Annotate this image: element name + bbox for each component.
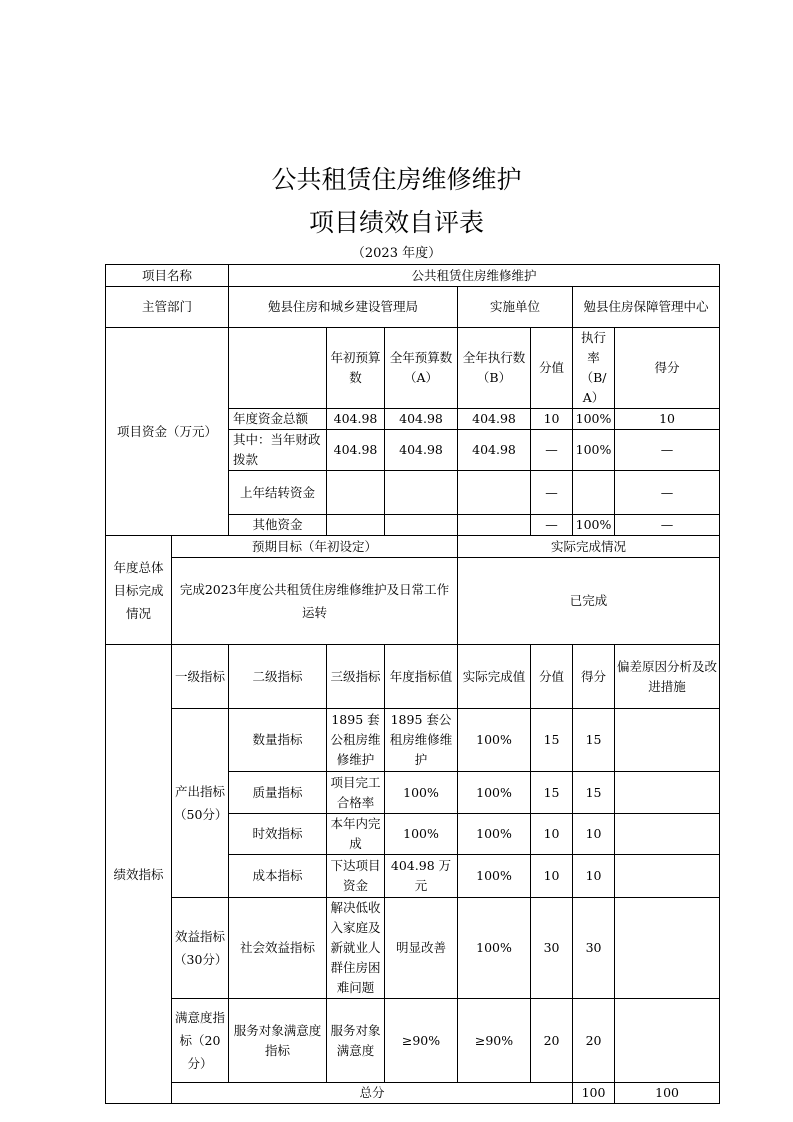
year-label: （2023 年度） [351,246,442,261]
funds-cell: 404.98 [458,409,531,430]
perf-cell [615,999,720,1083]
benefit-indicator-label: 效益指标（30分） [172,898,229,999]
funds-row-name: 上年结转资金 [229,471,327,515]
perf-cell: 10 [573,855,615,898]
perf-cell: 15 [573,709,615,772]
perf-cell [615,855,720,898]
funds-cell [573,471,615,515]
funds-header-empty [229,328,327,409]
funds-cell: — [615,430,720,471]
perf-cell: 15 [531,709,573,772]
perf-cell: 15 [573,772,615,814]
funds-cell: 404.98 [327,430,385,471]
funds-header-cell: 全年执行数（B） [458,328,531,409]
perf-cell: 100% [385,772,458,814]
project-name-label: 项目名称 [106,265,229,287]
perf-cell: 30 [531,898,573,999]
perf-header-cell: 一级指标 [172,645,229,709]
perf-header-cell: 二级指标 [229,645,327,709]
perf-cell: 100% [458,709,531,772]
perf-cell: 100% [458,898,531,999]
perf-cell: 10 [531,855,573,898]
funds-header-cell: 分值 [531,328,573,409]
perf-cell [615,772,720,814]
benefit-row [106,898,720,999]
perf-cell: 数量指标 [229,709,327,772]
perf-cell: 本年内完成 [327,814,385,855]
funds-cell: 10 [531,409,573,430]
total-row [106,1083,720,1104]
perf-header-cell: 分值 [531,645,573,709]
total-score: 100 [615,1083,720,1104]
perf-header-cell: 年度指标值 [385,645,458,709]
dept-label: 主管部门 [106,287,229,328]
output-indicator-label: 产出指标（50分） [172,709,229,898]
funds-header-cell: 执行率（B/A） [573,328,615,409]
funds-cell: 404.98 [327,409,385,430]
perf-header-row [106,645,720,709]
funds-cell: 100% [573,430,615,471]
perf-cell: 100% [458,814,531,855]
dept-row [106,287,720,328]
document-title: 公共租赁住房维修维护 [271,165,522,194]
perf-cell: 下达项目资金 [327,855,385,898]
actual-completion-label: 实际完成情况 [458,536,720,558]
funds-header-row [106,328,720,409]
perf-cell: ≥90% [385,999,458,1083]
perf-cell [615,898,720,999]
impl-value: 勉县住房保障管理中心 [573,287,720,328]
funds-row-name: 年度资金总额 [229,409,327,430]
funds-cell: 404.98 [385,409,458,430]
funds-cell: 404.98 [458,430,531,471]
funds-cell: — [615,515,720,536]
perf-cell: 服务对象满意度指标 [229,999,327,1083]
funds-cell [385,515,458,536]
perf-cell: ≥90% [458,999,531,1083]
perf-cell: 100% [458,855,531,898]
perf-cell: 时效指标 [229,814,327,855]
perf-cell: 解决低收入家庭及新就业人群住房困难问题 [327,898,385,999]
funds-row-name: 其中：当年财政拨款 [229,430,327,471]
funds-cell [458,515,531,536]
impl-label: 实施单位 [458,287,573,328]
perf-cell: 10 [531,814,573,855]
funds-cell: 100% [573,515,615,536]
project-name-row [106,265,720,287]
perf-cell [615,709,720,772]
funds-cell [458,471,531,515]
funds-label: 项目资金（万元） [106,328,229,536]
document-subtitle: 项目绩效自评表 [308,208,484,237]
funds-header-cell: 年初预算数 [327,328,385,409]
perf-cell: 100% [458,772,531,814]
goal-row [106,558,720,645]
perf-cell: 1895 套公租房维修维护 [385,709,458,772]
funds-row-name: 其他资金 [229,515,327,536]
actual-completion-text: 已完成 [458,558,720,645]
perf-header-cell: 得分 [573,645,615,709]
perf-cell: 20 [573,999,615,1083]
goal-label: 年度总体目标完成情况 [106,536,172,645]
dept-value: 勉县住房和城乡建设管理局 [229,287,458,328]
evaluation-table [105,264,720,1104]
funds-cell: 404.98 [385,430,458,471]
satisfaction-indicator-label: 满意度指标（20分） [172,999,229,1083]
funds-cell [327,515,385,536]
goal-header-row [106,536,720,558]
funds-cell: 100% [573,409,615,430]
perf-row [106,709,720,772]
perf-header-cell: 偏差原因分析及改进措施 [615,645,720,709]
project-name-value: 公共租赁住房维修维护 [229,265,720,287]
funds-cell: 10 [615,409,720,430]
perf-cell: 明显改善 [385,898,458,999]
perf-cell: 404.98 万元 [385,855,458,898]
perf-cell: 100% [385,814,458,855]
perf-header-cell: 三级指标 [327,645,385,709]
perf-cell: 20 [531,999,573,1083]
perf-cell: 社会效益指标 [229,898,327,999]
perf-cell: 1895 套公租房维修维护 [327,709,385,772]
perf-cell: 服务对象满意度 [327,999,385,1083]
funds-header-cell: 全年预算数（A） [385,328,458,409]
perf-cell: 成本指标 [229,855,327,898]
perf-cell: 10 [573,814,615,855]
funds-cell [385,471,458,515]
perf-header-cell: 实际完成值 [458,645,531,709]
funds-header-cell: 得分 [615,328,720,409]
perf-label: 绩效指标 [106,645,172,1104]
expected-goal-label: 预期目标（年初设定） [172,536,458,558]
funds-cell: — [531,471,573,515]
perf-cell: 15 [531,772,573,814]
funds-cell [327,471,385,515]
perf-cell [615,814,720,855]
funds-cell: — [531,515,573,536]
satisfaction-row [106,999,720,1083]
perf-cell: 质量指标 [229,772,327,814]
expected-goal-text: 完成2023年度公共租赁住房维修维护及日常工作运转 [172,558,458,645]
funds-cell: — [615,471,720,515]
total-score-value: 100 [573,1083,615,1104]
total-label: 总分 [172,1083,573,1104]
funds-cell: — [531,430,573,471]
perf-cell: 项目完工合格率 [327,772,385,814]
perf-cell: 30 [573,898,615,999]
